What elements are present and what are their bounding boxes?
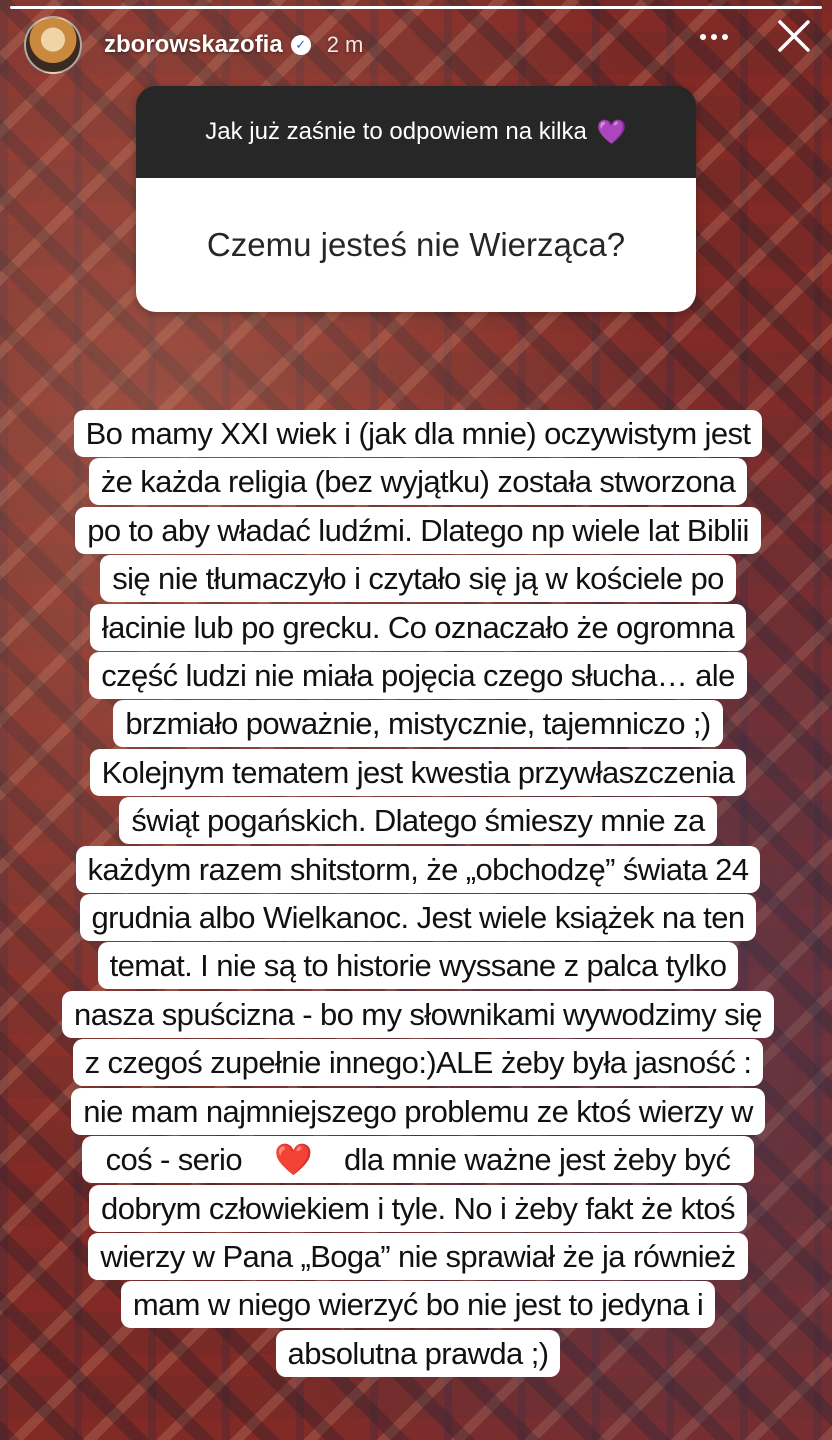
dot-icon: [700, 34, 706, 40]
answer-line-text: że każda religia (bez wyjątku) została stworzona: [89, 458, 748, 505]
answer-line-with-heart: [54, 1136, 782, 1184]
answer-line: [54, 749, 782, 797]
answer-line-text: nasza spuścizna - bo my słownikami wywodzimy się: [62, 991, 774, 1038]
answer-line-text: mam w niego wierzyć bo nie jest to jedyna i: [121, 1281, 715, 1328]
answer-line-text: po to aby władać ludźmi. Dlatego np wiele lat Biblii: [75, 507, 761, 554]
answer-line-text: dobrym człowiekiem i tyle. No i żeby fakt że ktoś: [89, 1185, 747, 1232]
timestamp: 2 m: [326, 32, 364, 57]
answer-line: [54, 942, 782, 990]
answer-line-text: każdym razem shitstorm, że „obchodzę” świata 24: [76, 846, 761, 893]
answer-line-text: Bo mamy XXI wiek i (jak dla mnie) oczywistym jest: [74, 410, 763, 457]
verified-badge-icon: ✓: [291, 35, 311, 55]
answer-line-text: absolutna prawda ;): [276, 1330, 561, 1377]
answer-line: [54, 507, 782, 555]
answer-line-part: dla mnie ważne jest żeby być: [332, 1136, 742, 1183]
close-icon[interactable]: [774, 16, 814, 56]
answer-line-part: coś - serio: [94, 1136, 254, 1183]
purple-heart-icon: 💜: [596, 118, 627, 146]
answer-line-text: nie mam najmniejszego problemu ze ktoś wierzy w: [71, 1088, 765, 1135]
answer-line: [54, 894, 782, 942]
dot-icon: [722, 34, 728, 40]
answer-line: [54, 652, 782, 700]
answer-line-text: świąt pogańskich. Dlatego śmieszy mnie za: [119, 797, 716, 844]
answer-line: [54, 1039, 782, 1087]
question-sticker-question: [136, 178, 696, 312]
answer-line: [54, 555, 782, 603]
answer-line: [54, 410, 782, 458]
answer-line-text: [82, 1136, 755, 1183]
more-options-button[interactable]: [700, 34, 728, 40]
answer-line-text: się nie tłumaczyło i czytało się ją w kościele po: [100, 555, 736, 602]
answer-line: [54, 1233, 782, 1281]
red-heart-icon: ❤️: [262, 1136, 324, 1183]
username[interactable]: zborowskazofia: [104, 31, 283, 58]
question-sticker-prompt: [136, 86, 696, 178]
answer-text-block: [54, 410, 782, 1378]
answer-line-text: wierzy w Pana „Boga” nie sprawiał że ja również: [88, 1233, 747, 1280]
answer-line: [54, 1088, 782, 1136]
answer-line-text: temat. I nie są to historie wyssane z palca tylko: [98, 942, 739, 989]
answer-line: [54, 1185, 782, 1233]
question-sticker-prompt-text: Jak już zaśnie to odpowiem na kilka: [205, 118, 587, 145]
answer-line-text: grudnia albo Wielkanoc. Jest wiele książek na ten: [80, 894, 757, 941]
story-header: [24, 14, 814, 76]
answer-line: [54, 1281, 782, 1329]
answer-line-text: część ludzi nie miała pojęcia czego słucha… ale: [89, 652, 746, 699]
answer-line: [54, 458, 782, 506]
answer-line: [54, 700, 782, 748]
answer-line: [54, 1330, 782, 1378]
answer-line: [54, 604, 782, 652]
story-progress-bar: [10, 6, 822, 9]
answer-line: [54, 846, 782, 894]
answer-line-text: z czegoś zupełnie innego:)ALE żeby była jasność :: [73, 1039, 764, 1086]
answer-line: [54, 991, 782, 1039]
answer-line-text: łacinie lub po grecku. Co oznaczało że ogromna: [90, 604, 746, 651]
story-progress-fill: [10, 6, 822, 9]
answer-line-text: brzmiało poważnie, mistycznie, tajemniczo ;): [113, 700, 722, 747]
question-sticker[interactable]: [136, 86, 696, 312]
answer-line-text: Kolejnym tematem jest kwestia przywłaszczenia: [90, 749, 747, 796]
avatar[interactable]: [24, 16, 82, 74]
question-text: Czemu jesteś nie Wierząca?: [206, 226, 626, 263]
dot-icon: [711, 34, 717, 40]
answer-line: [54, 797, 782, 845]
